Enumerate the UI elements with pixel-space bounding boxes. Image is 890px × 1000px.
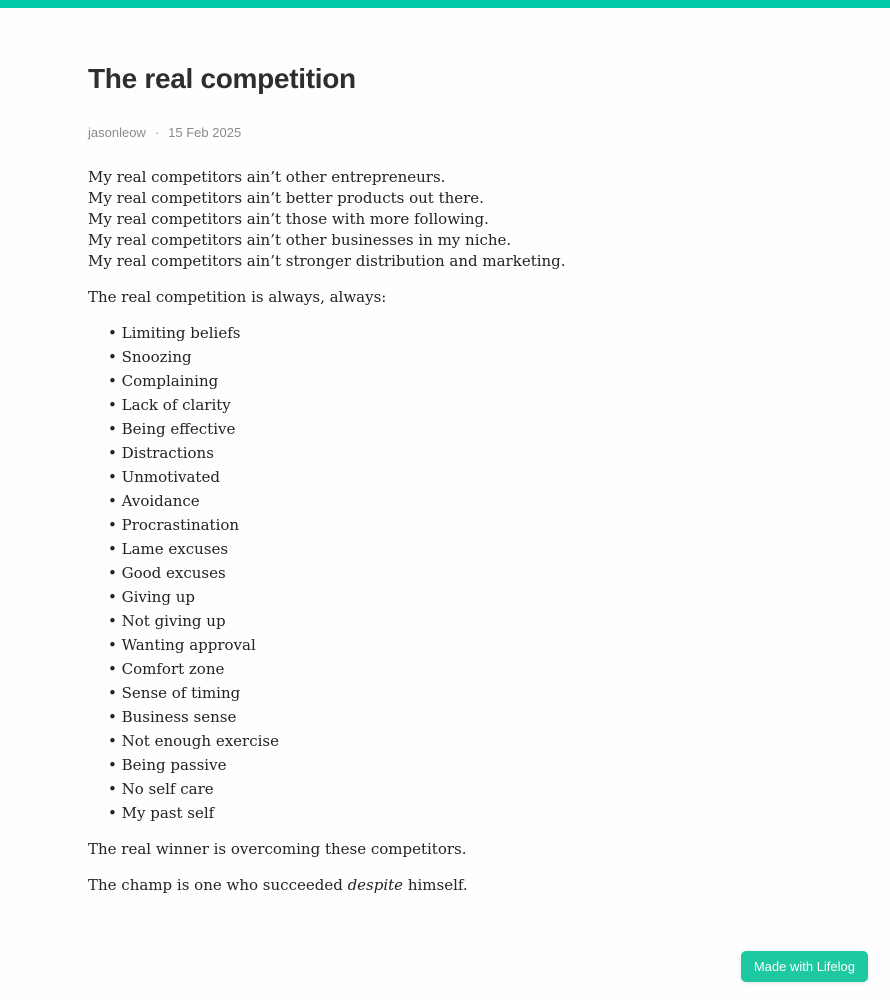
article-container	[88, 8, 802, 896]
list-item: • Procrastination	[108, 515, 802, 536]
list-item: • Complaining	[108, 371, 802, 392]
list-item: • Comfort zone	[108, 659, 802, 680]
list-item: • Good excuses	[108, 563, 802, 584]
page-title: The real competition	[88, 63, 356, 94]
intro-line: My real competitors ain’t stronger distribution and marketing.	[88, 252, 566, 271]
list-item: • Business sense	[108, 707, 802, 728]
list-item: • Not giving up	[108, 611, 802, 632]
list-item: • Not enough exercise	[108, 731, 802, 752]
champ-italic: despite	[347, 876, 404, 895]
intro-line: My real competitors ain’t other entrepreneurs.	[88, 168, 446, 187]
winner-paragraph: The real winner is overcoming these competitors.	[88, 840, 467, 859]
champ-prefix: The champ is one who succeeded	[88, 876, 348, 895]
list-item: • Snoozing	[108, 347, 802, 368]
made-with-lifelog-badge[interactable]: Made with Lifelog	[741, 951, 868, 982]
list-item: • Being effective	[108, 419, 802, 440]
competitors-list	[88, 323, 802, 824]
list-item: • No self care	[108, 779, 802, 800]
article-body	[88, 167, 802, 896]
lead-in-paragraph: The real competition is always, always:	[88, 288, 387, 307]
brand-top-bar	[0, 0, 890, 8]
list-item: • Giving up	[108, 587, 802, 608]
list-item: • Limiting beliefs	[108, 323, 802, 344]
list-item: • Lame excuses	[108, 539, 802, 560]
list-item: • My past self	[108, 803, 802, 824]
champ-paragraph	[88, 875, 802, 896]
list-item: • Wanting approval	[108, 635, 802, 656]
list-item: • Avoidance	[108, 491, 802, 512]
list-item: • Distractions	[108, 443, 802, 464]
intro-line: My real competitors ain’t those with more following.	[88, 210, 489, 229]
intro-line: My real competitors ain’t other businesses in my niche.	[88, 231, 512, 250]
byline-separator: ·	[154, 125, 160, 141]
list-item: • Lack of clarity	[108, 395, 802, 416]
list-item: • Sense of timing	[108, 683, 802, 704]
post-date: 15 Feb 2025	[168, 125, 242, 141]
champ-suffix: himself.	[403, 876, 468, 895]
byline	[88, 125, 802, 140]
intro-line: My real competitors ain’t better products out there.	[88, 189, 484, 208]
intro-paragraph	[88, 167, 802, 272]
list-item: • Unmotivated	[108, 467, 802, 488]
author-link[interactable]: jasonleow	[88, 125, 146, 141]
list-item: • Being passive	[108, 755, 802, 776]
